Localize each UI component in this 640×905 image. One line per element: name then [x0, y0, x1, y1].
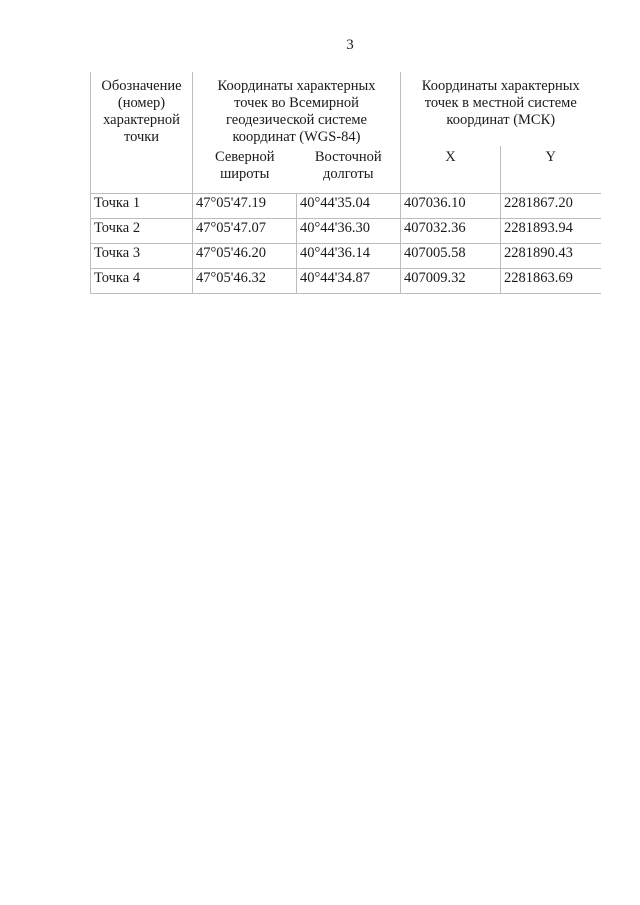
cell-point-name: Точка 4	[91, 269, 193, 294]
cell-lon: 40°44'34.87	[297, 269, 401, 294]
cell-x: 407005.58	[401, 244, 501, 269]
header-x: X	[401, 146, 501, 194]
table-header-row	[91, 72, 601, 146]
cell-x: 407032.36	[401, 219, 501, 244]
cell-y: 2281863.69	[501, 269, 601, 294]
cell-lon: 40°44'36.30	[297, 219, 401, 244]
header-lat: Северной широты	[193, 146, 297, 194]
table-row	[91, 219, 601, 244]
cell-y: 2281867.20	[501, 194, 601, 219]
cell-point-name: Точка 1	[91, 194, 193, 219]
cell-point-name: Точка 3	[91, 244, 193, 269]
header-wgs-group: Координаты характерных точек во Всемирной геодезической системе координат (WGS-84)	[193, 72, 401, 146]
header-designation: Обозначение (номер) характерной точки	[91, 72, 193, 194]
cell-y: 2281893.94	[501, 219, 601, 244]
header-lon: Восточной долготы	[314, 149, 382, 182]
header-y: Y	[501, 146, 601, 194]
cell-x: 407036.10	[401, 194, 501, 219]
cell-lat: 47°05'46.20	[193, 244, 297, 269]
cell-lon: 40°44'35.04	[297, 194, 401, 219]
page-number: 3	[346, 37, 354, 53]
table-row	[91, 194, 601, 219]
cell-x: 407009.32	[401, 269, 501, 294]
header-msk-group: Координаты характерных точек в местной системе координат (МСК)	[401, 72, 601, 146]
cell-y: 2281890.43	[501, 244, 601, 269]
cell-lat: 47°05'46.32	[193, 269, 297, 294]
cell-lat: 47°05'47.07	[193, 219, 297, 244]
table-row	[91, 244, 601, 269]
coordinates-table	[90, 72, 601, 294]
cell-point-name: Точка 2	[91, 219, 193, 244]
table-row	[91, 269, 601, 294]
cell-lat: 47°05'47.19	[193, 194, 297, 219]
cell-lon: 40°44'36.14	[297, 244, 401, 269]
